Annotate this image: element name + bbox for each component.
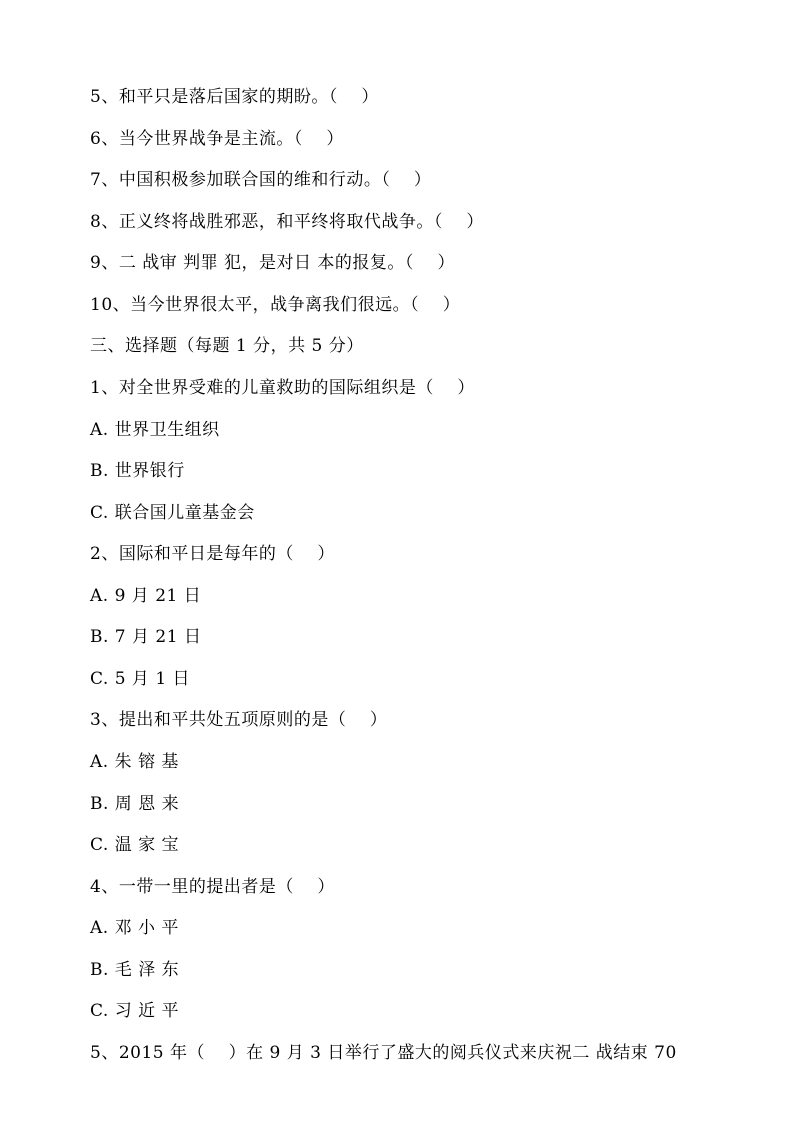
mc-question-4: 4、一带一里的提出者是（ ） [90,877,335,897]
mc-option: C. 联合国儿童基金会 [90,503,255,523]
mc-option: C. 习 近 平 [90,1001,180,1021]
mc-question-3: 3、提出和平共处五项原则的是（ ） [90,710,388,730]
mc-option: A. 邓 小 平 [90,918,179,938]
tf-question-10: 10、当今世界很太平，战争离我们很远。（ ） [90,295,461,315]
tf-question-9: 9、二 战审 判罪 犯，是对日 本的报复。（ ） [90,253,456,273]
mc-option: A. 世界卫生组织 [90,420,220,440]
mc-option: A. 朱 镕 基 [90,752,179,772]
section-heading: 三、选择题（每题 1 分，共 5 分） [90,336,364,356]
tf-question-8: 8、正义终将战胜邪恶，和平终将取代战争。（ ） [90,212,484,232]
mc-option: B. 世界银行 [90,461,185,481]
mc-option: A. 9 月 21 日 [90,586,202,606]
tf-question-5: 5、和平只是落后国家的期盼。（ ） [90,87,379,107]
mc-option: B. 7 月 21 日 [90,627,202,647]
mc-option: C. 5 月 1 日 [90,669,191,689]
mc-question-2: 2、国际和平日是每年的（ ） [90,544,335,564]
mc-question-5: 5、2015 年（ ）在 9 月 3 日举行了盛大的阅兵仪式来庆祝二 战结束 70 [90,1043,677,1063]
tf-question-7: 7、中国积极参加联合国的维和行动。（ ） [90,170,432,190]
mc-option: B. 毛 泽 东 [90,960,180,980]
tf-question-6: 6、当今世界战争是主流。（ ） [90,129,344,149]
mc-question-1: 1、对全世界受难的儿童救助的国际组织是（ ） [90,378,475,398]
mc-option: C. 温 家 宝 [90,835,180,855]
mc-option: B. 周 恩 来 [90,794,180,814]
